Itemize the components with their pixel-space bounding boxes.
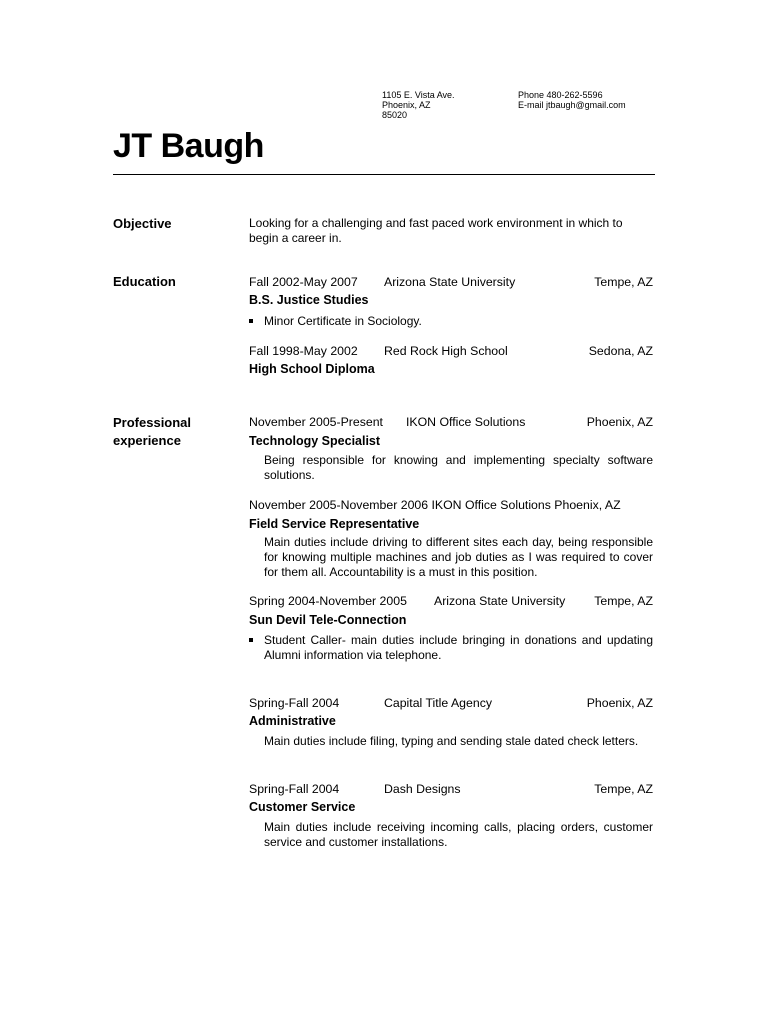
education-location: Tempe, AZ [594,275,653,289]
address-line-2: Phoenix, AZ [382,100,431,110]
experience-label [113,414,233,450]
address-line-1: 1105 E. Vista Ave. [382,90,455,100]
education-label: Education [113,274,176,289]
experience-title: Administrative [249,714,336,728]
experience-company: Capital Title Agency [384,696,492,710]
experience-bullet-text: Student Caller- main duties include bringing in donations and updating Alumni information via telephone. [264,633,653,662]
objective-label: Objective [113,216,172,231]
bullet-icon [249,319,253,323]
experience-company: Arizona State University [434,594,566,608]
bullet-icon [249,638,253,642]
contact-address [382,90,455,120]
experience-bullet [249,633,653,663]
experience-description: Main duties include driving to different sites each day, being responsible for knowing multiple machines and job duties as I was required to cover for them all. Accountability is a must in this position. [264,535,653,579]
objective-text: Looking for a challenging and fast paced work environment in which to begin a career in. [249,216,623,245]
experience-location: Phoenix, AZ [586,696,653,710]
experience-company: IKON Office Solutions [406,415,526,429]
experience-description: Main duties include receiving incoming calls, placing orders, customer service and customer installations. [264,820,653,849]
education-dates: Fall 2002-May 2007 [249,275,358,289]
phone-number: Phone 480-262-5596 [518,90,603,100]
experience-company: Dash Designs [384,782,461,796]
experience-description: Main duties include filing, typing and sending stale dated check letters. [264,734,639,748]
experience-dates: Spring 2004-November 2005 [249,594,407,608]
experience-title: Customer Service [249,800,356,814]
experience-entry-3-header [249,593,653,609]
experience-location: Tempe, AZ [594,782,653,796]
education-institution: Red Rock High School [384,344,508,358]
experience-description: Being responsible for knowing and implementing specialty software solutions. [264,453,653,482]
email-address: E-mail jtbaugh@gmail.com [518,100,626,110]
education-degree: High School Diploma [249,362,375,376]
education-entry-2-header [249,343,653,359]
experience-title: Technology Specialist [249,434,381,448]
education-degree: B.S. Justice Studies [249,293,369,307]
header-divider [113,174,655,175]
experience-entry-2-header: November 2005-November 2006 IKON Office Solutions Phoenix, AZ [249,498,621,512]
experience-dates: Spring-Fall 2004 [249,782,340,796]
education-institution: Arizona State University [384,275,516,289]
experience-title: Sun Devil Tele-Connection [249,613,407,627]
education-bullet-text: Minor Certificate in Sociology. [264,314,422,328]
experience-dates: Spring-Fall 2004 [249,696,340,710]
education-entry-1-header [249,274,653,290]
education-location: Sedona, AZ [588,344,653,358]
education-dates: Fall 1998-May 2002 [249,344,358,358]
experience-label-line-1: Professional [113,415,192,430]
education-bullet [249,314,653,329]
experience-location: Phoenix, AZ [586,415,653,429]
contact-phone-email [518,90,626,110]
experience-entry-1-header [249,414,653,430]
candidate-name: JT Baugh [113,127,264,165]
address-line-3: 85020 [382,110,408,120]
experience-entry-5-header [249,781,653,797]
experience-dates: November 2005-Present [249,415,383,429]
experience-entry-4-header [249,695,653,711]
experience-title: Field Service Representative [249,517,420,531]
experience-location: Tempe, AZ [594,594,653,608]
experience-label-line-2: experience [113,433,181,448]
